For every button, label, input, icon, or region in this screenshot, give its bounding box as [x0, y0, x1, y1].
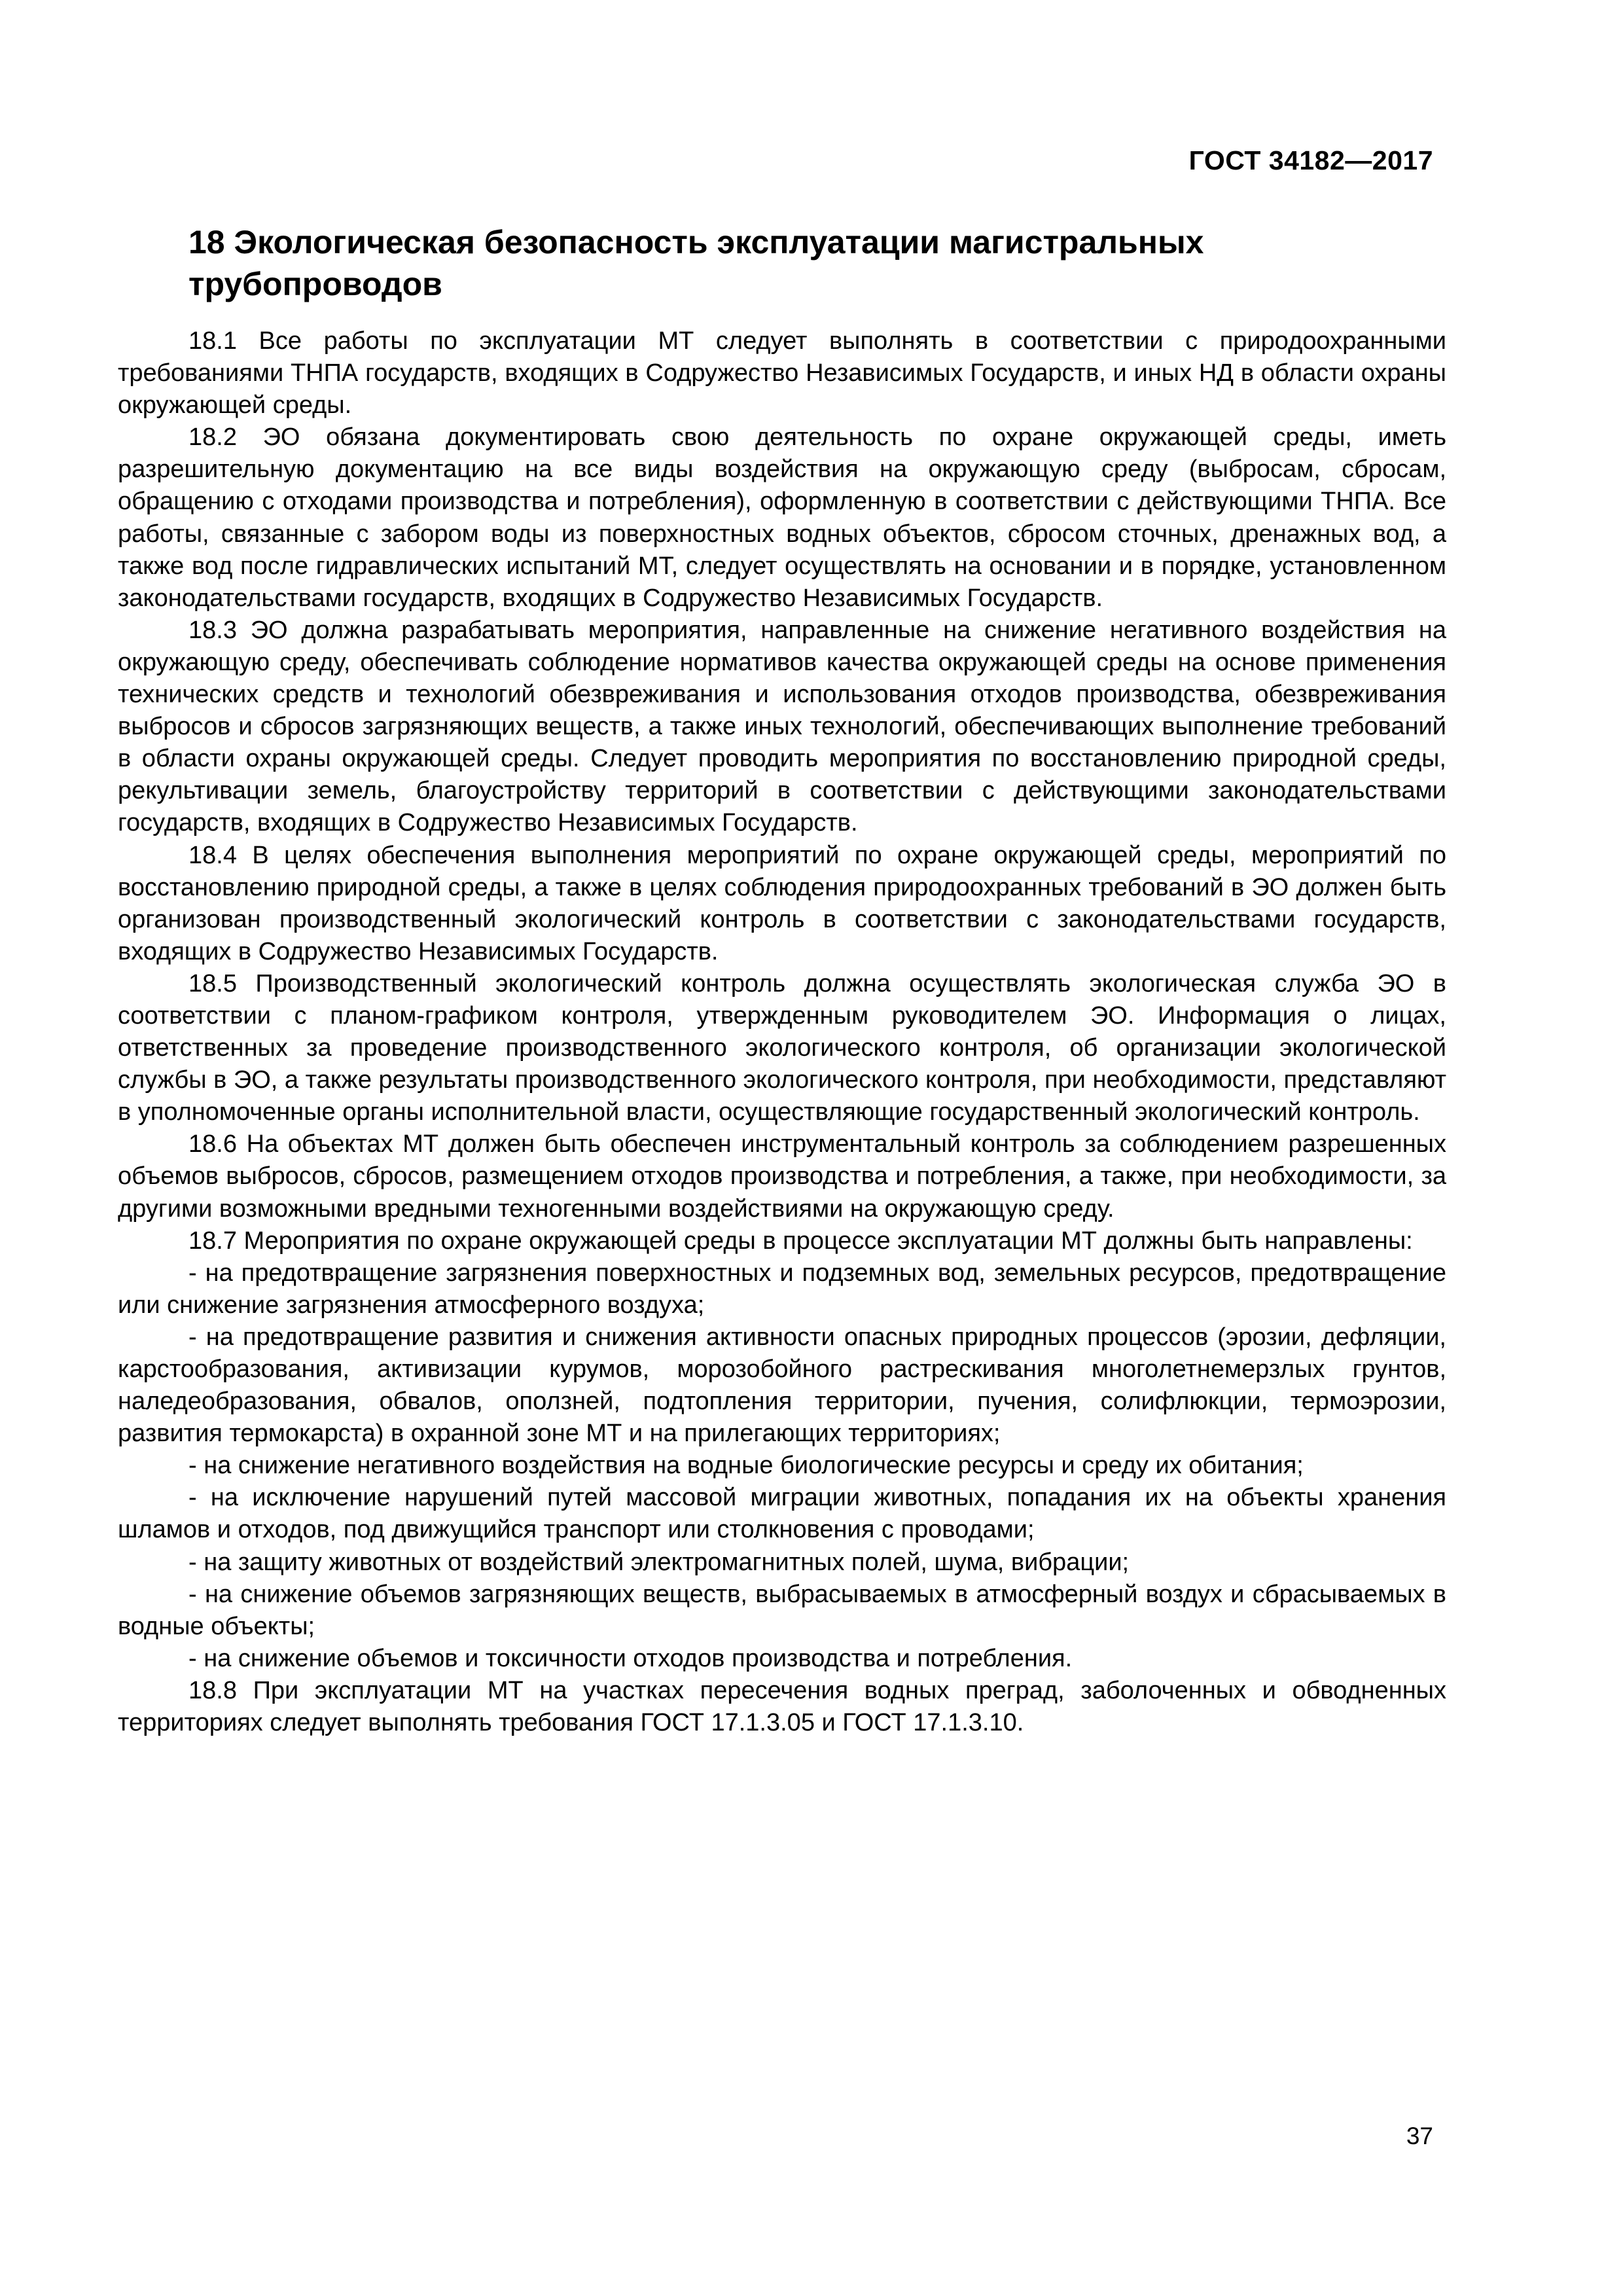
list-item: - на предотвращение загрязнения поверхностных и подземных вод, земельных ресурсов, предотвращение или снижение загрязнения атмосферного воздуха; [118, 1259, 1446, 1319]
paragraph-18-5: 18.5 Производственный экологический контроль должна осуществлять экологическая служба ЭО в соответствии с планом-графиком контроля, утвержденным руководителем ЭО. Информация о лицах, ответственных за проведение производственного экологического контроля, об организации экологической службы в ЭО, а также результаты производственного экологического контроля, при необходимости, представляют в уполномоченные органы исполнительной власти, осуществляющие государственный экологический контроль. [118, 969, 1446, 1126]
document-code: ГОСТ 34182—2017 [1188, 145, 1433, 175]
list-item: - на снижение объемов и токсичности отходов производства и потребления. [188, 1644, 1073, 1672]
list-item: - на исключение нарушений путей массовой миграции животных, попадания их на объекты хранения шламов и отходов, под движущийся транспорт или столкновения с проводами; [118, 1484, 1446, 1544]
paragraph-18-2: 18.2 ЭО обязана документировать свою деятельность по охране окружающей среды, иметь разрешительную документацию на все виды воздействия на окружающую среду (выбросам, сбросам, обращению с отходами производства и потребления), оформленную в соответствии с действующими ТНПА. Все работы, связанные с забором воды из поверхностных водных объектов, сбросом сточных, дренажных вод, а также вод после гидравлических испытаний МТ, следует осуществлять на основании и в порядке, установленном законодательствами государств, входящих в Содружество Независимых Государств. [118, 423, 1446, 612]
list-item: - на снижение негативного воздействия на водные биологические ресурсы и среду их обитания; [188, 1452, 1304, 1480]
list-item: - на снижение объемов загрязняющих веществ, выбрасываемых в атмосферный воздух и сбрасываемых в водные объекты; [118, 1580, 1446, 1640]
paragraph-18-3: 18.3 ЭО должна разрабатывать мероприятия, направленные на снижение негативного воздействия на окружающую среду, обеспечивать соблюдение нормативов качества окружающей среды на основе применения технических средств и технологий обезвреживания и использования отходов производства, обезвреживания выбросов и сбросов загрязняющих веществ, а также иных технологий, обеспечивающих выполнение требований в области охраны окружающей среды. Следует проводить мероприятия по восстановлению природной среды, рекультивации земель, благоустройству территорий в соответствии с действующими законодательствами государств, входящих в Содружество Независимых Государств. [118, 616, 1446, 837]
paragraph-18-4: 18.4 В целях обеспечения выполнения мероприятий по охране окружающей среды, мероприятий по восстановлению природной среды, а также в целях соблюдения природоохранных требований в ЭО должен быть организован производственный экологический контроль в соответствии с законодательствами государств, входящих в Содружество Независимых Государств. [118, 841, 1446, 965]
page-number: 37 [1406, 2123, 1433, 2149]
paragraph-18-8: 18.8 При эксплуатации МТ на участках пересечения водных преград, заболоченных и обводненных территориях следует выполнять требования ГОСТ 17.1.3.05 и ГОСТ 17.1.3.10. [118, 1676, 1446, 1737]
list-item: - на защиту животных от воздействий электромагнитных полей, шума, вибрации; [188, 1548, 1130, 1576]
section-body [118, 325, 1446, 1739]
list-item: - на предотвращение развития и снижения активности опасных природных процессов (эрозии, дефляции, карстообразования, активизации курумов, морозобойного растрескивания многолетнемерзлых грунтов, наледеобразования, обвалов, оползней, подтопления территории, пучения, солифлюкции, термоэрозии, развития термокарста) в охранной зоне МТ и на прилегающих территориях; [118, 1323, 1446, 1448]
paragraph-18-6: 18.6 На объектах МТ должен быть обеспечен инструментальный контроль за соблюдением разрешенных объемов выбросов, сбросов, размещением отходов производства и потребления, а также, при необходимости, за другими возможными вредными техногенными воздействиями на окружающую среду. [118, 1130, 1446, 1223]
paragraph-18-1: 18.1 Все работы по эксплуатации МТ следует выполнять в соответствии с природоохранными требованиями ТНПА государств, входящих в Содружество Независимых Государств, и иных НД в области охраны окружающей среды. [118, 327, 1446, 420]
paragraph-18-7: 18.7 Мероприятия по охране окружающей среды в процессе эксплуатации МТ должны быть направлены: [188, 1227, 1413, 1255]
section-title: 18 Экологическая безопасность эксплуатации магистральных трубопроводов [188, 224, 1204, 302]
